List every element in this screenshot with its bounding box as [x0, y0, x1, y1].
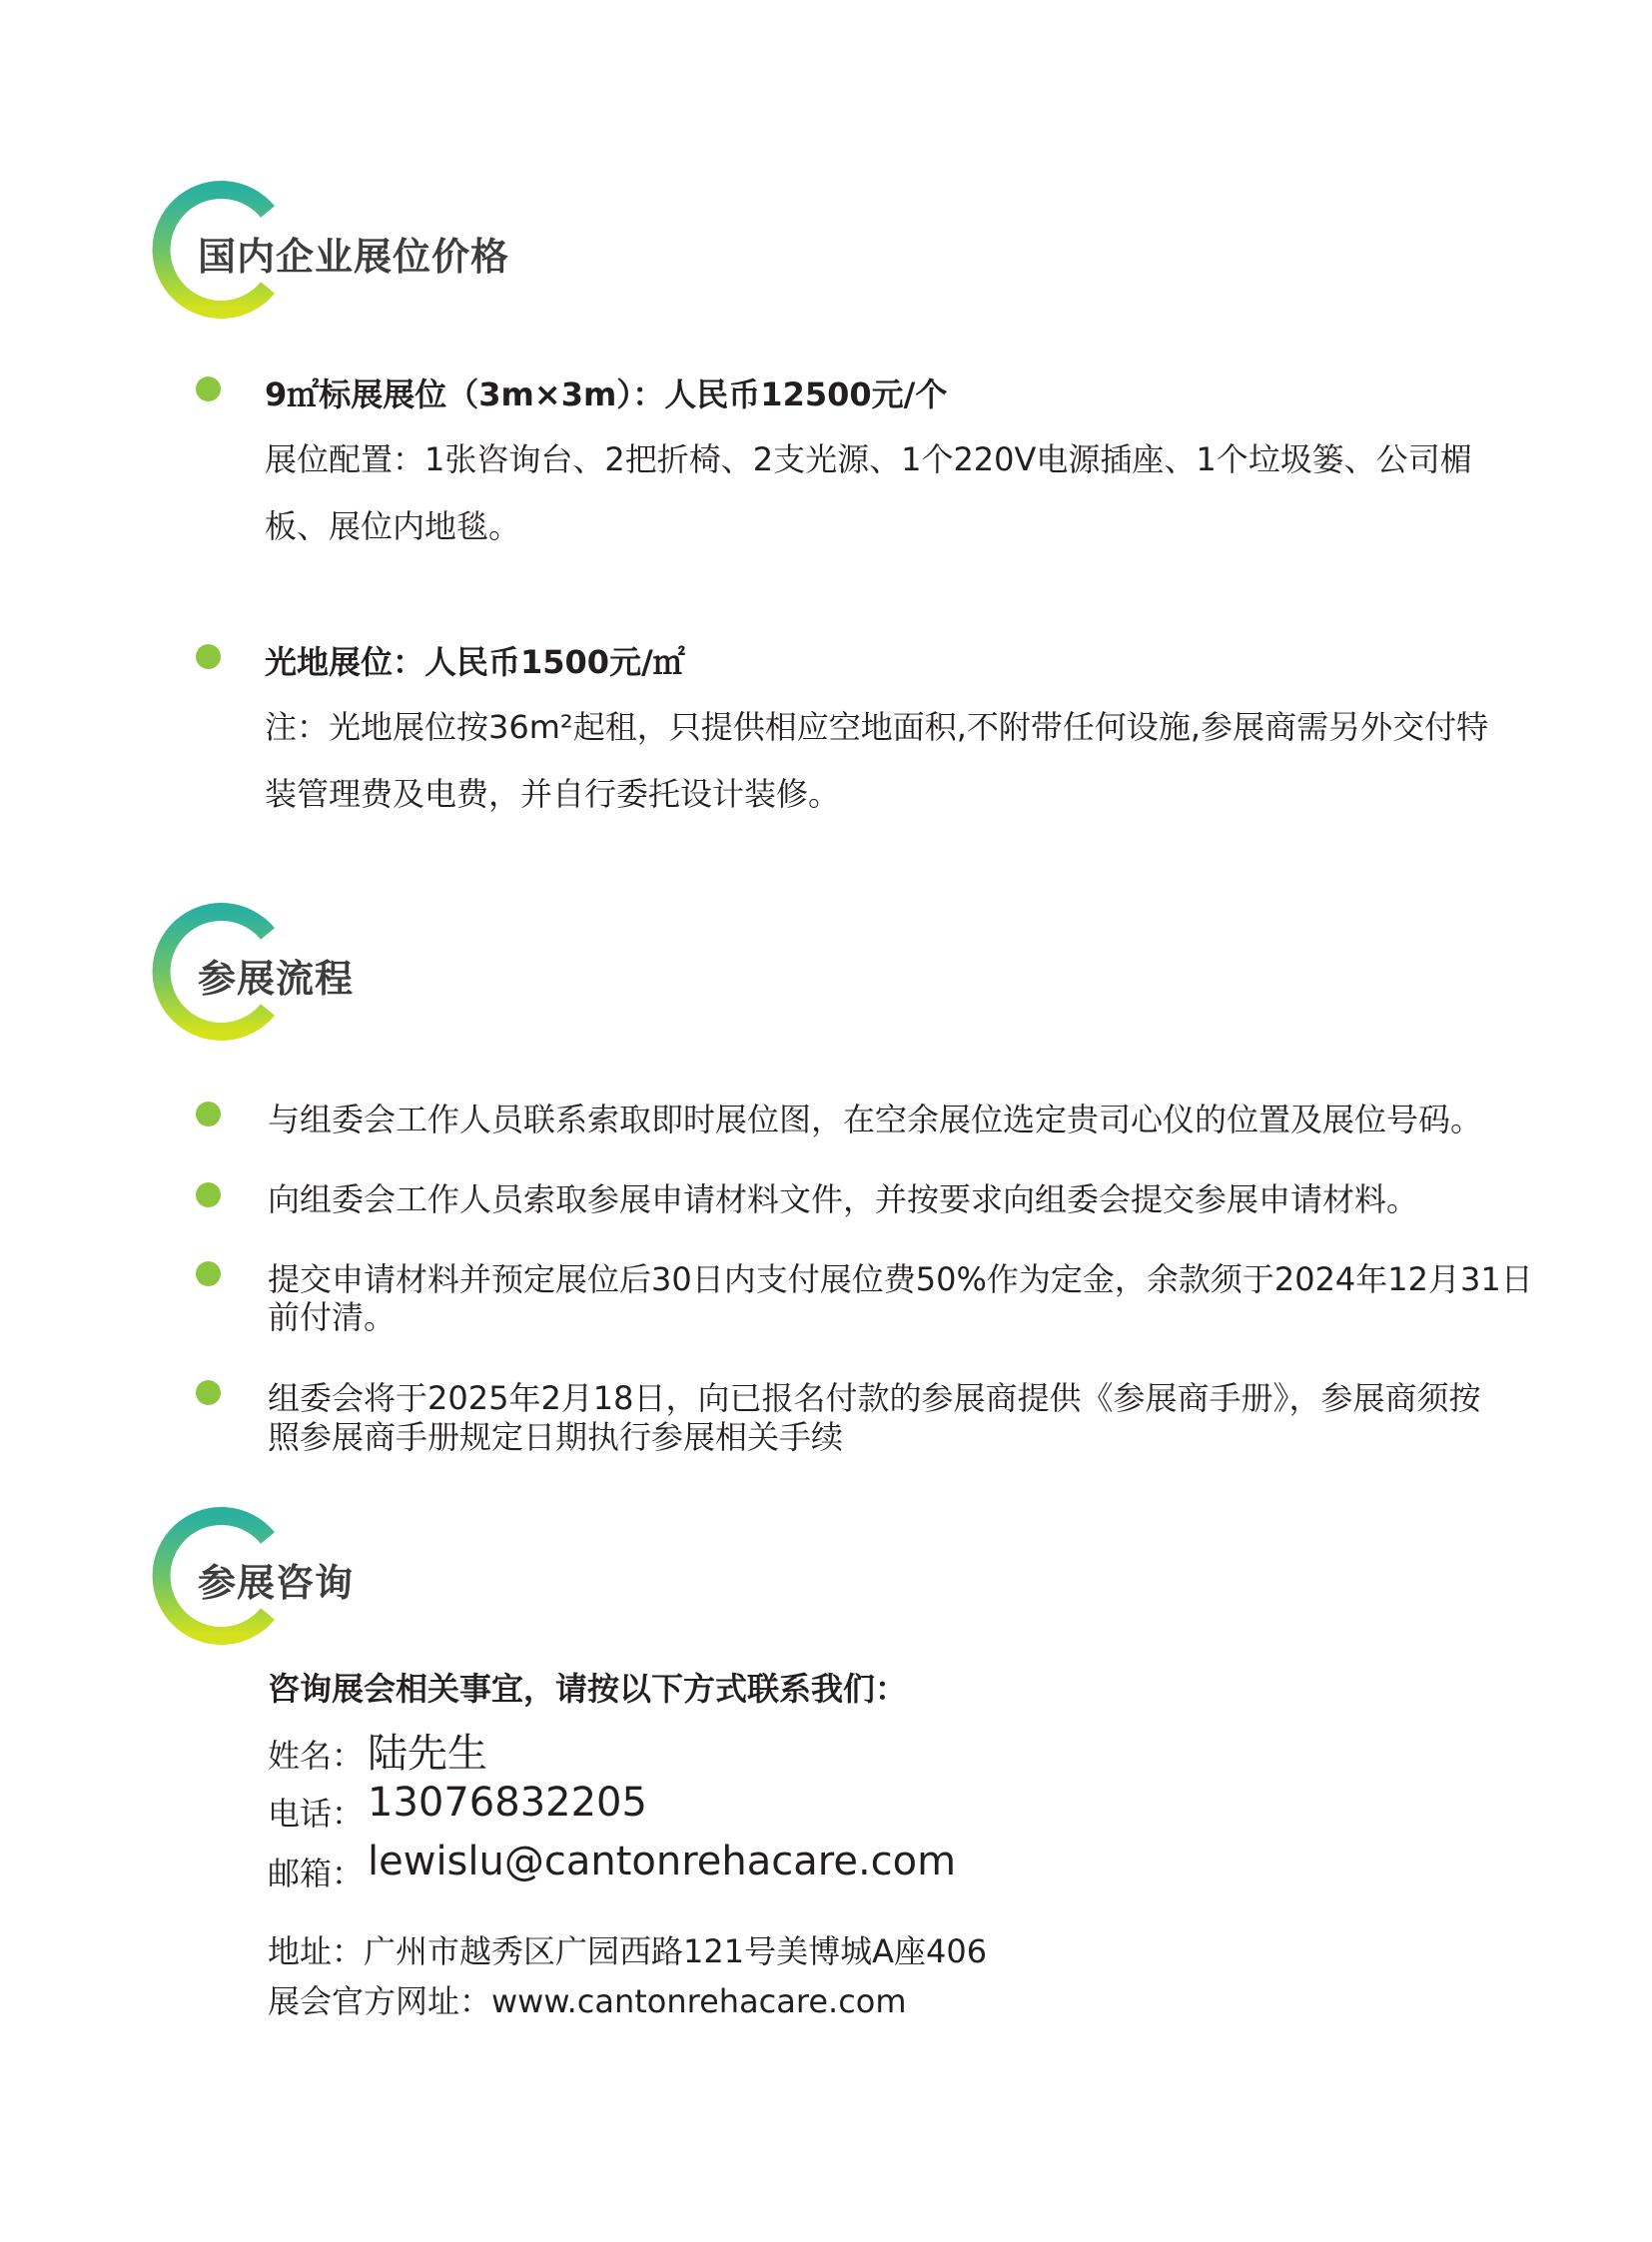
email-label: 邮箱：	[268, 1855, 365, 1892]
item-heading: 光地展位：人民币1500元/㎡	[265, 643, 685, 681]
section-title: 参展咨询	[198, 1561, 355, 1605]
inquiry-intro: 咨询展会相关事宜，请按以下方式联系我们：	[268, 1670, 908, 1708]
process-step-continued: 照参展商手册规定日期执行参展相关手续	[268, 1418, 844, 1456]
item-detail-line: 展位配置：1张咨询台、2把折椅、2支光源、1个220V电源插座、1个垃圾篓、公司楣	[265, 440, 1472, 478]
website-link[interactable]: 展会官方网址：www.cantonrehacare.com	[268, 1982, 907, 2020]
bullet-icon	[196, 1102, 221, 1126]
process-step: 组委会将于2025年2月18日，向已报名付款的参展商提供《参展商手册》，参展商须按	[268, 1379, 1481, 1417]
email-link[interactable]: lewislu@cantonrehacare.com	[368, 1839, 957, 1884]
phone-value: 13076832205	[368, 1780, 647, 1826]
bullet-icon	[196, 644, 221, 669]
process-step: 提交申请材料并预定展位后30日内支付展位费50%作为定金，余款须于2024年12月31日	[268, 1260, 1533, 1298]
bullet-icon	[196, 1380, 221, 1405]
bullet-icon	[196, 1182, 221, 1207]
item-detail-line: 注：光地展位按36m²起租，只提供相应空地面积,不附带任何设施,参展商需另外交付特	[265, 708, 1489, 746]
name-value: 陆先生	[368, 1731, 487, 1777]
section-title: 参展流程	[198, 957, 355, 1001]
item-detail-line: 装管理费及电费，并自行委托设计装修。	[265, 775, 841, 813]
section-title: 国内企业展位价格	[198, 235, 510, 279]
bullet-icon	[196, 1261, 221, 1286]
process-step: 向组委会工作人员索取参展申请材料文件，并按要求向组委会提交参展申请材料。	[268, 1180, 1419, 1218]
name-label: 姓名：	[268, 1737, 365, 1775]
item-detail-line: 板、展位内地毯。	[265, 507, 521, 545]
process-step-continued: 前付清。	[268, 1298, 397, 1336]
item-heading: 9㎡标展展位（3m×3m）：人民币12500元/个	[265, 375, 948, 413]
bullet-icon	[196, 376, 221, 401]
phone-label: 电话：	[268, 1795, 365, 1833]
address-text: 地址：广州市越秀区广园西路121号美博城A座406	[268, 1932, 988, 1970]
process-step: 与组委会工作人员联系索取即时展位图，在空余展位选定贵司心仪的位置及展位号码。	[268, 1101, 1483, 1138]
